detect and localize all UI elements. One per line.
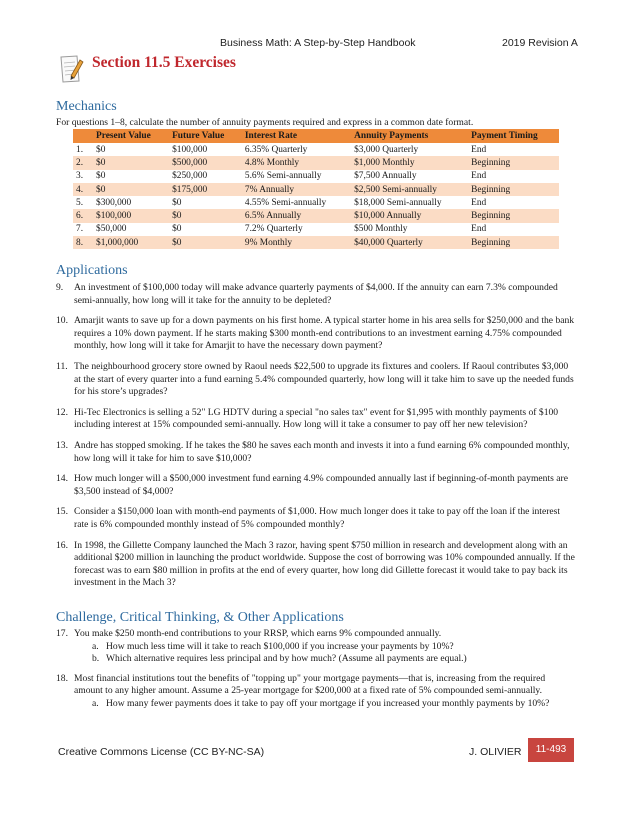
row-number: 7. (76, 224, 84, 235)
exercise-number: 11. (56, 360, 68, 372)
cell-annuity-payments: $1,000 Monthly (351, 156, 468, 169)
subpart-text: Which alternative requires less principal and by how much? (Assume all payments are equal.) (106, 653, 467, 665)
cell-interest-rate: 5.6% Semi-annually (244, 171, 322, 182)
cell-payment-timing: Beginning (468, 209, 559, 222)
exercise-number: 9. (56, 282, 64, 293)
cell-payment-timing: Beginning (468, 183, 559, 196)
cell-interest-rate: 7.2% Quarterly (244, 224, 303, 235)
subpart-label: b. (92, 653, 100, 665)
row-number: 2. (73, 156, 93, 169)
subpart-text: How many fewer payments does it take to pay off your mortgage if you increased your monthly payments by 10%? (106, 697, 550, 709)
annuity-table (73, 129, 559, 249)
cell-payment-timing: Beginning (468, 156, 559, 169)
notepad-pencil-icon (58, 54, 84, 84)
cell-future-value: $0 (169, 236, 242, 249)
exercise-number: 18. (56, 672, 68, 684)
exercise-item (56, 673, 576, 711)
table-row (73, 183, 559, 196)
exercise-number: 10. (56, 315, 68, 327)
cell-present-value: $1,000,000 (93, 236, 169, 249)
col-header-interest-rate: Interest Rate (242, 129, 351, 143)
exercise-item (56, 407, 576, 432)
exercise-subpart (74, 698, 576, 711)
cell-present-value: $0 (93, 156, 169, 169)
row-number: 3. (76, 171, 84, 182)
exercise-text: In 1998, the Gillette Company launched the Mach 3 razor, having spent $750 million in research and development along with an additional $200 million in launching the product worldwide. Suppose the cost of borrowing was 10% compounded annually. If the forecast was to earn $80 million in profits at the end of every quarter, how long did Gillette forecast it would take to pay back its investment in the Mach 3? (74, 539, 575, 589)
table-row (73, 143, 559, 156)
footer-author: J. OLIVIER (469, 746, 522, 758)
row-number: 8. (73, 236, 93, 249)
cell-annuity-payments: $500 Monthly (354, 224, 408, 235)
exercise-subpart (74, 653, 576, 666)
cell-interest-rate: 4.55% Semi-annually (244, 197, 327, 208)
challenge-heading: Challenge, Critical Thinking, & Other Applications (56, 610, 344, 625)
cell-annuity-payments: $40,000 Quarterly (351, 236, 468, 249)
cell-present-value: $0 (96, 171, 106, 182)
exercise-text: Amarjit wants to save up for a down payments on his first home. A typical starter home in his area sells for $250,000 and the bank requires a 10% down payment. If he starts making $300 month-end contributions to an investment earning 4.75% compounded monthly, how long will it take for Amarjit to have the necessary down payment? (74, 315, 575, 352)
cell-future-value: $0 (169, 209, 242, 222)
exercise-item (56, 315, 576, 353)
cell-present-value: $0 (93, 183, 169, 196)
subpart-text: How much less time will it take to reach $100,000 if you increase your payments by 10%? (106, 640, 454, 652)
cell-annuity-payments: $7,500 Annually (354, 171, 417, 182)
cell-present-value: $0 (96, 144, 106, 155)
cell-annuity-payments: $3,000 Quarterly (354, 144, 419, 155)
applications-list (56, 282, 576, 590)
subpart-label: a. (92, 640, 99, 652)
cell-interest-rate: 4.8% Monthly (242, 156, 351, 169)
exercise-text: How much longer will a $500,000 investment fund earning 4.9% compounded annually last if beginning-of-month payments are $3,500 instead of $4,000? (74, 473, 568, 497)
exercise-number: 16. (56, 539, 68, 551)
cell-annuity-payments: $2,500 Semi-annually (351, 183, 468, 196)
cell-payment-timing: End (471, 224, 487, 235)
exercise-subpart (74, 641, 576, 654)
exercise-number: 12. (56, 406, 68, 418)
exercise-item (56, 282, 576, 307)
table-row (73, 170, 559, 183)
mechanics-intro: For questions 1–8, calculate the number of annuity payments required and express in a common date format. (56, 117, 474, 128)
cell-present-value: $300,000 (96, 197, 132, 208)
table-row (73, 236, 559, 249)
subpart-label: a. (92, 697, 99, 709)
applications-heading: Applications (56, 263, 128, 278)
running-header-revision: 2019 Revision A (502, 37, 578, 49)
mechanics-heading: Mechanics (56, 99, 117, 114)
exercise-item (56, 628, 576, 666)
table-row (73, 223, 559, 236)
exercise-number: 14. (56, 473, 68, 485)
exercise-number: 17. (56, 628, 68, 639)
exercise-item (56, 506, 576, 531)
exercise-text: You make $250 month-end contributions to your RRSP, which earns 9% compounded annually. (74, 628, 442, 639)
challenge-list (56, 628, 576, 711)
cell-future-value: $0 (172, 197, 182, 208)
section-title: Section 11.5 Exercises (92, 54, 236, 71)
col-header-future-value: Future Value (169, 129, 242, 143)
cell-payment-timing: End (471, 171, 487, 182)
table-row (73, 209, 559, 222)
cell-future-value: $175,000 (169, 183, 242, 196)
cell-present-value: $100,000 (93, 209, 169, 222)
table-row (73, 196, 559, 209)
row-number: 5. (76, 197, 84, 208)
exercise-text: The neighbourhood grocery store owned by Raoul needs $22,500 to upgrade its fixtures and coolers. If Raoul contributes $3,000 at the start of every quarter into a fund earning 5.4% compounded quarterly, how long will it take him to save up the needed funds for his store’s upgrades? (74, 360, 574, 398)
table-header-row (73, 129, 559, 143)
cell-interest-rate: 6.5% Annually (242, 209, 351, 222)
col-header-present-value: Present Value (93, 129, 169, 143)
row-number: 1. (76, 144, 84, 155)
col-header-payment-timing: Payment Timing (468, 129, 559, 143)
running-header-title: Business Math: A Step-by-Step Handbook (220, 37, 416, 49)
cell-payment-timing: End (471, 197, 487, 208)
cell-future-value: $0 (172, 224, 182, 235)
exercise-text: Consider a $150,000 loan with month-end payments of $1,000. How much longer does it take to pay off the loan if the interest rate is 6% compounded monthly instead of 5% compounded monthly? (74, 506, 561, 530)
cell-annuity-payments: $10,000 Annually (351, 209, 468, 222)
exercise-item (56, 473, 576, 498)
cell-interest-rate: 7% Annually (242, 183, 351, 196)
cell-annuity-payments: $18,000 Semi-annually (354, 197, 442, 208)
col-header-annuity-payments: Annuity Payments (351, 129, 468, 143)
cell-interest-rate: 9% Monthly (242, 236, 351, 249)
exercise-item (56, 440, 576, 465)
exercise-text: Hi-Tec Electronics is selling a 52" LG HDTV during a special "no sales tax" event for $1,995 with monthly payments of $100 including interest at 15% compounded semi-annually. How long will it take a consumer to pay off her new television? (74, 406, 559, 431)
table-row (73, 156, 559, 169)
cell-future-value: $500,000 (169, 156, 242, 169)
exercise-text: Most financial institutions tout the benefits of "topping up" your mortgage payments—that is, increasing from the required amount to any higher amount. Assume a 25-year mortgage for $200,000 at a fixed rate of 5% compounded semi-annually. (74, 672, 546, 697)
exercise-number: 13. (56, 439, 68, 451)
row-number: 6. (73, 209, 93, 222)
exercise-item (56, 540, 576, 590)
exercise-number: 15. (56, 506, 68, 518)
cell-present-value: $50,000 (96, 224, 127, 235)
col-header-number (73, 129, 93, 143)
cell-payment-timing: Beginning (468, 236, 559, 249)
exercise-item (56, 361, 576, 399)
exercise-text: An investment of $100,000 today will make advance quarterly payments of $4,000. If the annuity can earn 7.3% compounded semi-annually, how long will it take for the annuity to be depleted? (74, 282, 558, 306)
exercise-text: Andre has stopped smoking. If he takes the $80 he saves each month and invests it into a fund earning 6% compounded monthly, how long will it take for him to save $10,000? (74, 439, 570, 464)
page-number-badge: 11-493 (528, 738, 574, 762)
cell-interest-rate: 6.35% Quarterly (244, 144, 308, 155)
cell-future-value: $250,000 (172, 171, 208, 182)
cell-future-value: $100,000 (172, 144, 208, 155)
cell-payment-timing: End (471, 144, 487, 155)
row-number: 4. (73, 183, 93, 196)
footer-license: Creative Commons License (CC BY-NC-SA) (58, 746, 265, 758)
